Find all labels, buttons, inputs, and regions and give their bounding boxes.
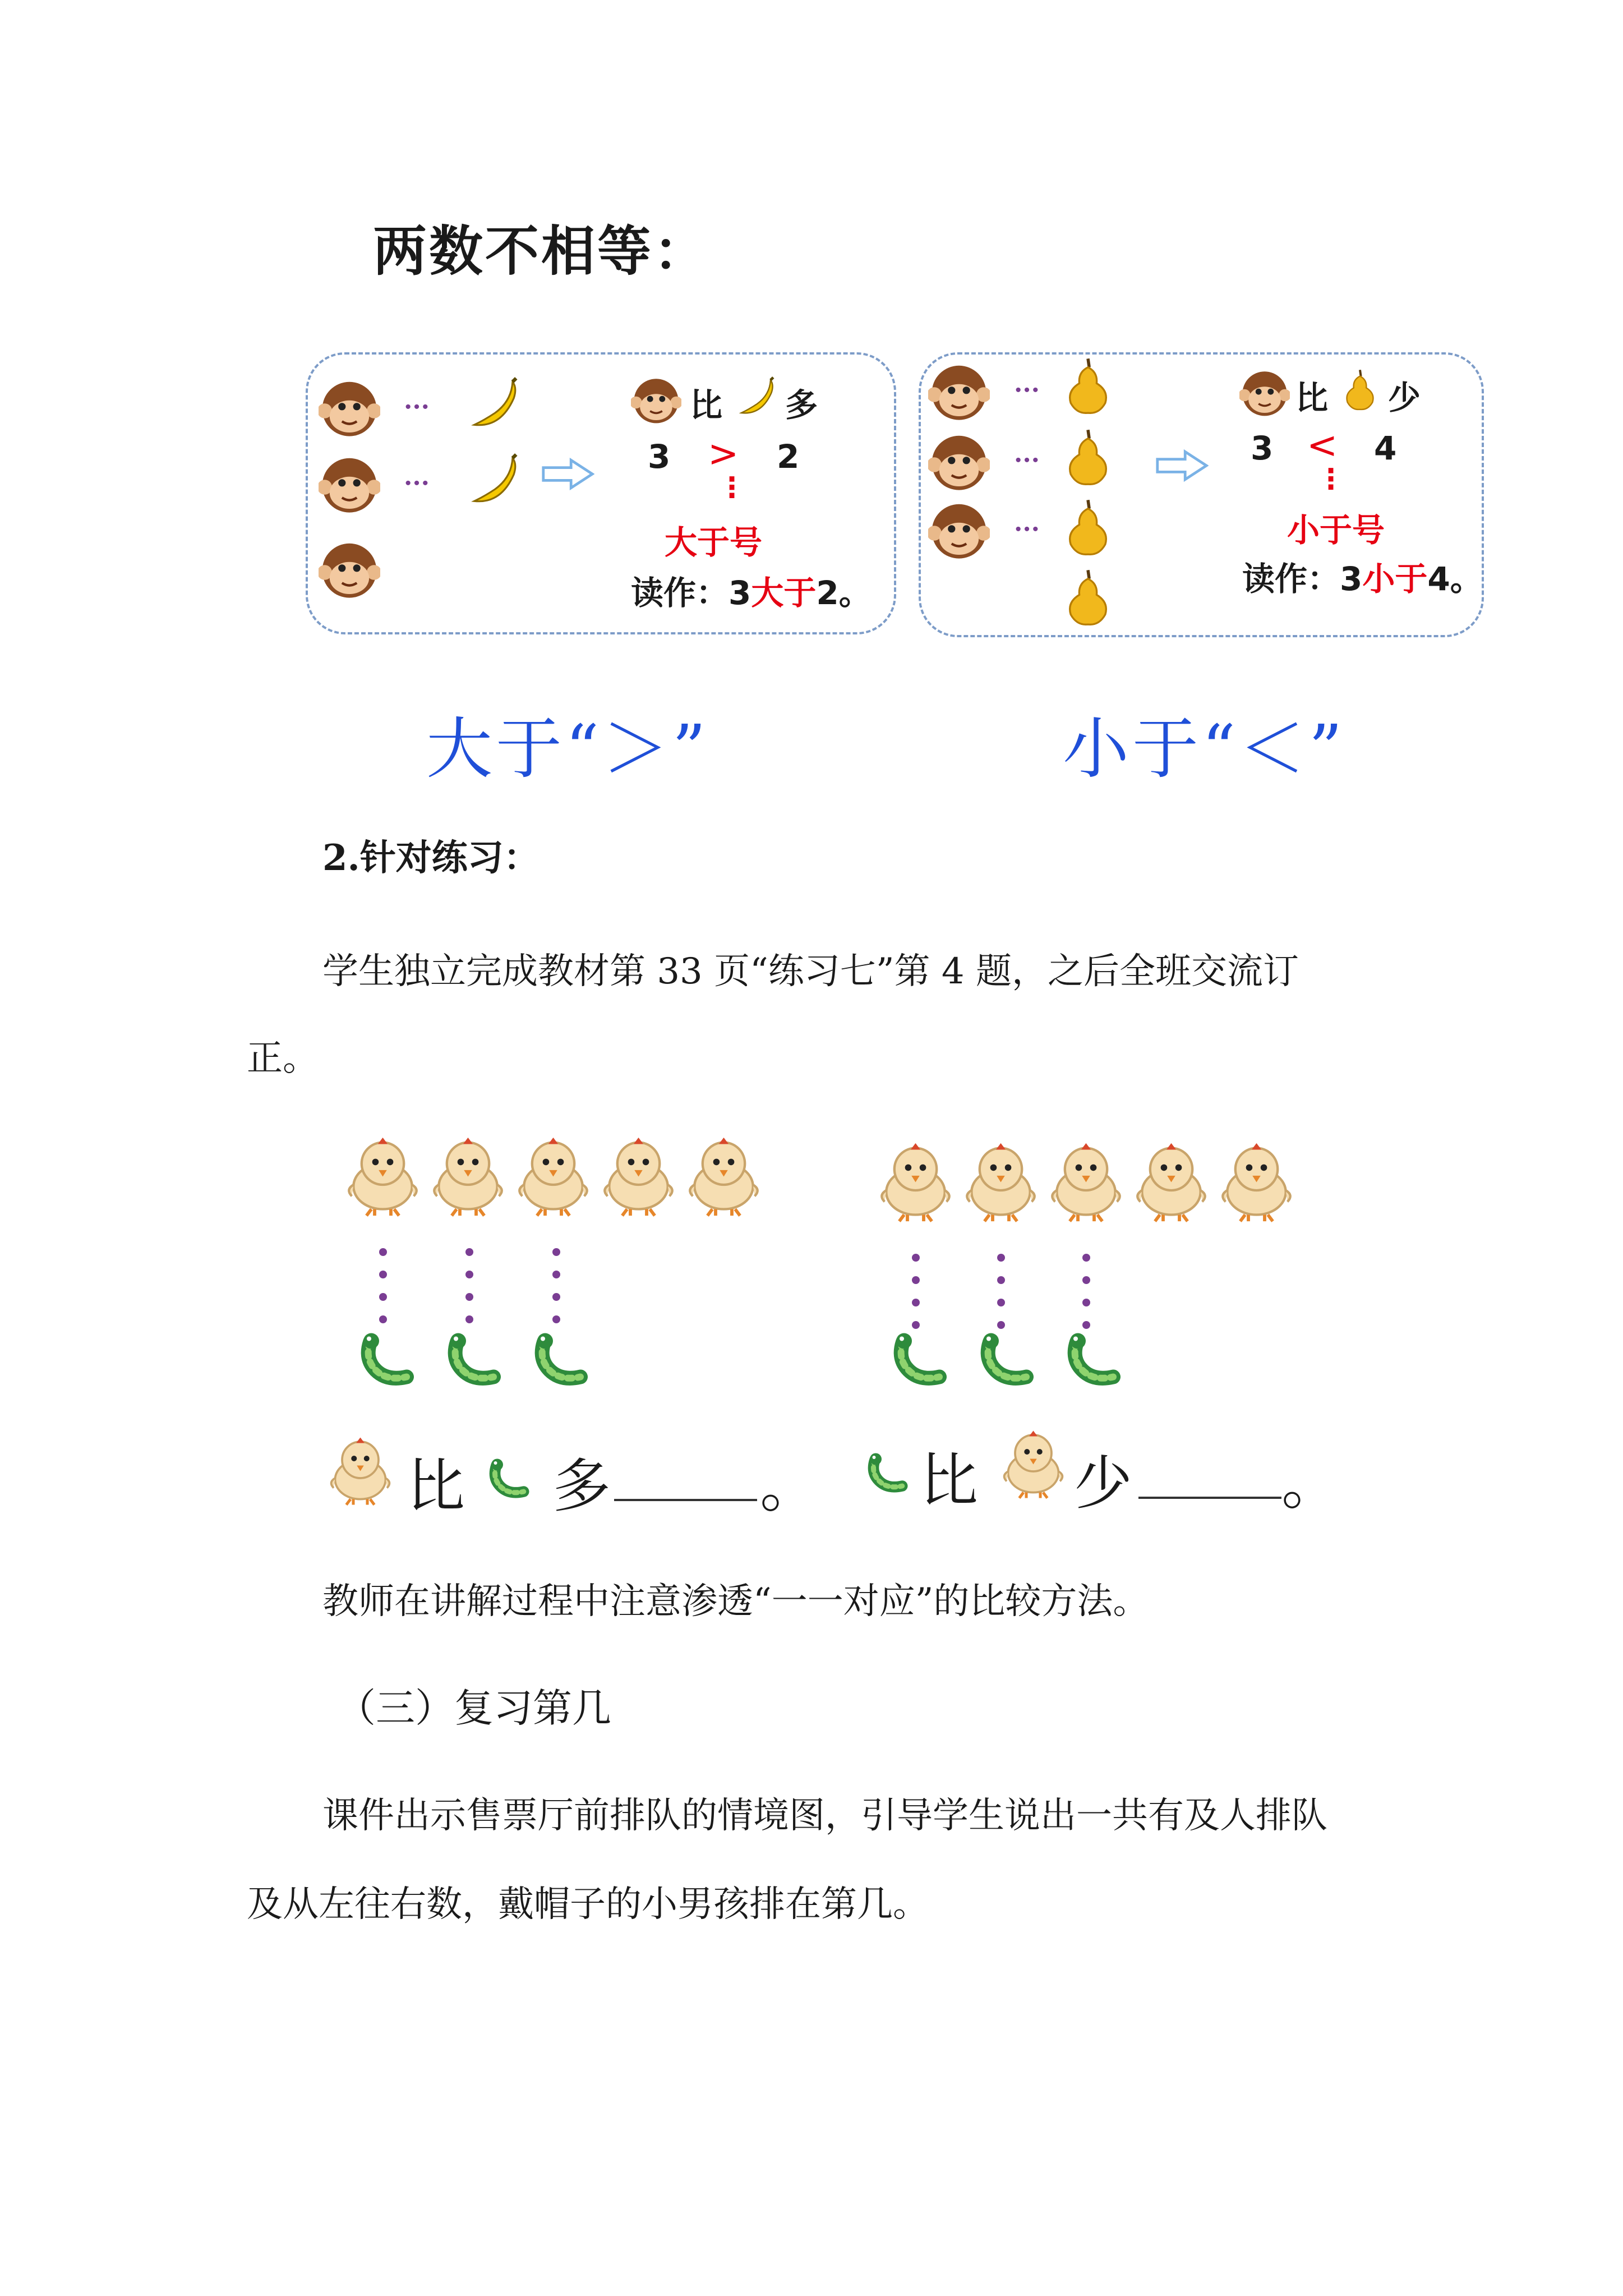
compare-suffix: 多 [785, 386, 818, 424]
less-than-symbol: < [1307, 424, 1338, 467]
banana-icon [735, 375, 780, 420]
chick-icon [1131, 1142, 1212, 1223]
pear-icon [1057, 564, 1119, 628]
exercise-period: 。 [1281, 1449, 1340, 1517]
chick-icon [683, 1136, 764, 1217]
number-a: 3 [1251, 429, 1274, 467]
greater-than-symbol: > [708, 432, 739, 475]
compare-word: 比 [1295, 379, 1329, 417]
compare-suffix: 少 [1388, 379, 1421, 417]
caterpillar-icon [446, 1329, 502, 1388]
chick-icon [427, 1136, 509, 1217]
section2-title: 2.针对练习： [322, 837, 540, 879]
caterpillar-icon [979, 1329, 1035, 1388]
answer-blank[interactable] [614, 1499, 757, 1501]
monkey-icon [319, 453, 380, 515]
caterpillar-icon [359, 1329, 415, 1388]
monkey-icon [928, 361, 990, 422]
section3-title: （三）复习第几 [336, 1685, 611, 1731]
sign-name: 小于号 [1287, 511, 1385, 549]
chick-icon [598, 1136, 679, 1217]
exercise-period: 。 [760, 1452, 819, 1520]
compare-word: 比 [690, 386, 723, 424]
read-as-line: 读作：3小于4。 [1242, 560, 1483, 598]
exercise-word: 少 [1074, 1449, 1133, 1517]
ellipsis-dots: ··· [1014, 376, 1040, 404]
pear-icon [1057, 424, 1119, 488]
caterpillar-icon [533, 1329, 589, 1388]
exercise-word: 多 [552, 1452, 611, 1520]
banana-icon [465, 451, 524, 510]
chick-icon [1216, 1142, 1297, 1223]
chick-icon [875, 1142, 956, 1223]
sign-name: 大于号 [665, 523, 763, 562]
number-b: 2 [777, 438, 800, 476]
exercise-word: 比 [920, 1446, 979, 1515]
caterpillar-icon [488, 1456, 530, 1501]
paragraph-line: 课件出示售票厅前排队的情境图，引导学生说出一共有及人排队 [322, 1795, 1327, 1837]
chick-icon [513, 1136, 594, 1217]
monkey-icon [928, 499, 990, 561]
pear-icon [1057, 494, 1119, 558]
monkey-icon [928, 431, 990, 493]
ellipsis-dots: ··· [1014, 446, 1040, 475]
paragraph-line: 正。 [247, 1038, 319, 1079]
chick-icon [960, 1142, 1041, 1223]
monkey-icon [319, 539, 380, 600]
paragraph-line: 及从左往右数，戴帽子的小男孩排在第几。 [247, 1884, 929, 1925]
arrow-right-icon [541, 457, 594, 491]
chick-icon [998, 1429, 1068, 1499]
chick-icon [1045, 1142, 1127, 1223]
monkey-icon [319, 377, 380, 439]
ellipsis-dots: ··· [1014, 515, 1040, 544]
greater-than-label: 大于“＞” [426, 710, 709, 788]
arrow-right-icon [1155, 449, 1209, 482]
chick-icon [325, 1436, 395, 1506]
monkey-icon [631, 375, 681, 425]
correspondence-dots [465, 1248, 473, 1338]
pear-icon [1338, 364, 1382, 414]
paragraph-line: 教师在讲解过程中注意渗透“一一对应”的比较方法。 [322, 1581, 1149, 1622]
caterpillar-icon [892, 1329, 948, 1388]
paragraph-line: 学生独立完成教材第 33 页“练习七”第 4 题，之后全班交流订 [322, 951, 1299, 992]
ellipsis-dots: ··· [404, 393, 430, 421]
monkey-icon [1239, 367, 1290, 418]
correspondence-dots [552, 1248, 560, 1338]
section-heading: 两数不相等： [373, 219, 709, 283]
number-a: 3 [648, 438, 671, 476]
caterpillar-icon [1066, 1329, 1122, 1388]
vertical-dots: ⋮ [718, 471, 746, 504]
number-b: 4 [1374, 429, 1397, 467]
chick-icon [342, 1136, 423, 1217]
vertical-dots: ⋮ [1317, 463, 1345, 495]
less-than-label: 小于“＜” [1063, 710, 1346, 788]
read-as-line: 读作：3大于2。 [631, 574, 872, 612]
ellipsis-dots: ··· [404, 469, 430, 498]
exercise-word: 比 [407, 1452, 465, 1520]
correspondence-dots [379, 1248, 387, 1338]
pear-icon [1057, 352, 1119, 417]
caterpillar-icon [866, 1450, 909, 1495]
banana-icon [465, 375, 524, 434]
answer-blank[interactable] [1138, 1497, 1281, 1499]
